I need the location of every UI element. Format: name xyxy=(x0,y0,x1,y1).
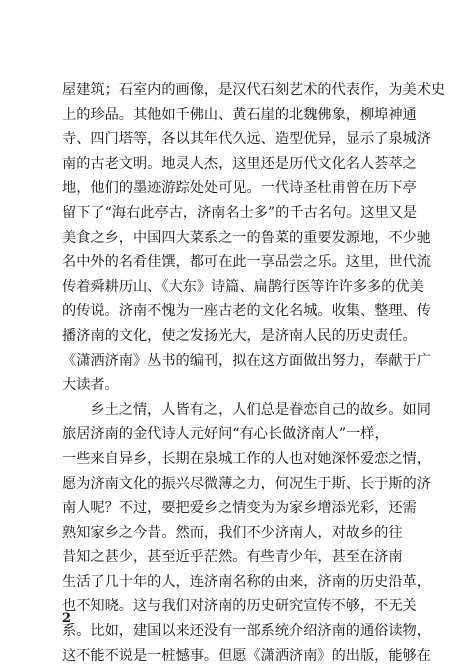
page-number: 2 xyxy=(62,611,72,626)
text-line: 上的珍品。其他如千佛山、黄石崖的北魏佛象，柳埠神通 xyxy=(62,106,417,123)
text-line: 的传说。济南不愧为一座古老的文化名城。收集、整理、传 xyxy=(62,303,431,320)
text-line: 《潇洒济南》丛书的编刊，拟在这方面做出努力，奉献于广 xyxy=(62,352,431,369)
text-line: 南的古老文明。地灵人杰，这里还是历代文化名人荟萃之 xyxy=(62,155,417,172)
text-line: 传着舜耕历山、《大东》诗篇、扁鹊行医等许许多多的优美 xyxy=(62,278,424,295)
text-line: 愿为济南文化的振兴尽微薄之力，何况生于斯、长于斯的济 xyxy=(62,475,431,492)
text-line: 名中外的名肴佳馔，都可在此一享品尝之乐。这里，世代流 xyxy=(62,254,431,271)
text-line: 地，他们的墨迹游踪处处可见。一代诗圣杜甫曾在历下亭 xyxy=(62,180,417,197)
text-line: 播济南的文化，使之发扬光大，是济南人民的历史责任。 xyxy=(62,327,417,344)
text-line: 旅居济南的金代诗人元好问“有心长做济南人”一样， xyxy=(62,426,389,443)
text-line: 也不知晓。这与我们对济南的历史研究宣传不够，不无关 xyxy=(62,598,417,615)
text-line: 生活了几十年的人，连济南名称的由来，济南的历史沿革， xyxy=(62,573,431,590)
text-line: 南人呢？不过，要把爱乡之情变为为家乡增添光彩，还需 xyxy=(62,500,417,517)
text-line: 熟知家乡之今昔。然而，我们不少济南人，对故乡的往 xyxy=(62,524,403,541)
text-line: 这不能不说是一桩憾事。但愿《潇洒济南》的出版，能够在 xyxy=(62,647,431,664)
text-line: 乡土之情，人皆有之，人们总是眷恋自己的故乡。如同 xyxy=(62,401,431,418)
text-line: 大读者。 xyxy=(62,377,119,394)
text-line: 留下了“海右此亭古，济南名士多”的千古名句。这里又是 xyxy=(62,204,418,221)
text-line: 一些来自异乡，长期在泉城工作的人也对她深怀爱恋之情， xyxy=(62,450,431,467)
page-body xyxy=(62,78,446,668)
text-line: 昔知之甚少，甚至近乎茫然。有些青少年，甚至在济南 xyxy=(62,549,403,566)
text-line: 美食之乡，中国四大菜系之一的鲁菜的重要发源地，不少驰 xyxy=(62,229,431,246)
text-line: 屋建筑；石室内的画像，是汉代石刻艺术的代表作，为美术史 xyxy=(62,82,446,98)
text-line: 寺、四门塔等，各以其年代久远、造型优异，显示了泉城济 xyxy=(62,131,431,148)
text-line: 系。比如，建国以来还没有一部系统介绍济南的通俗读物， xyxy=(62,623,431,640)
